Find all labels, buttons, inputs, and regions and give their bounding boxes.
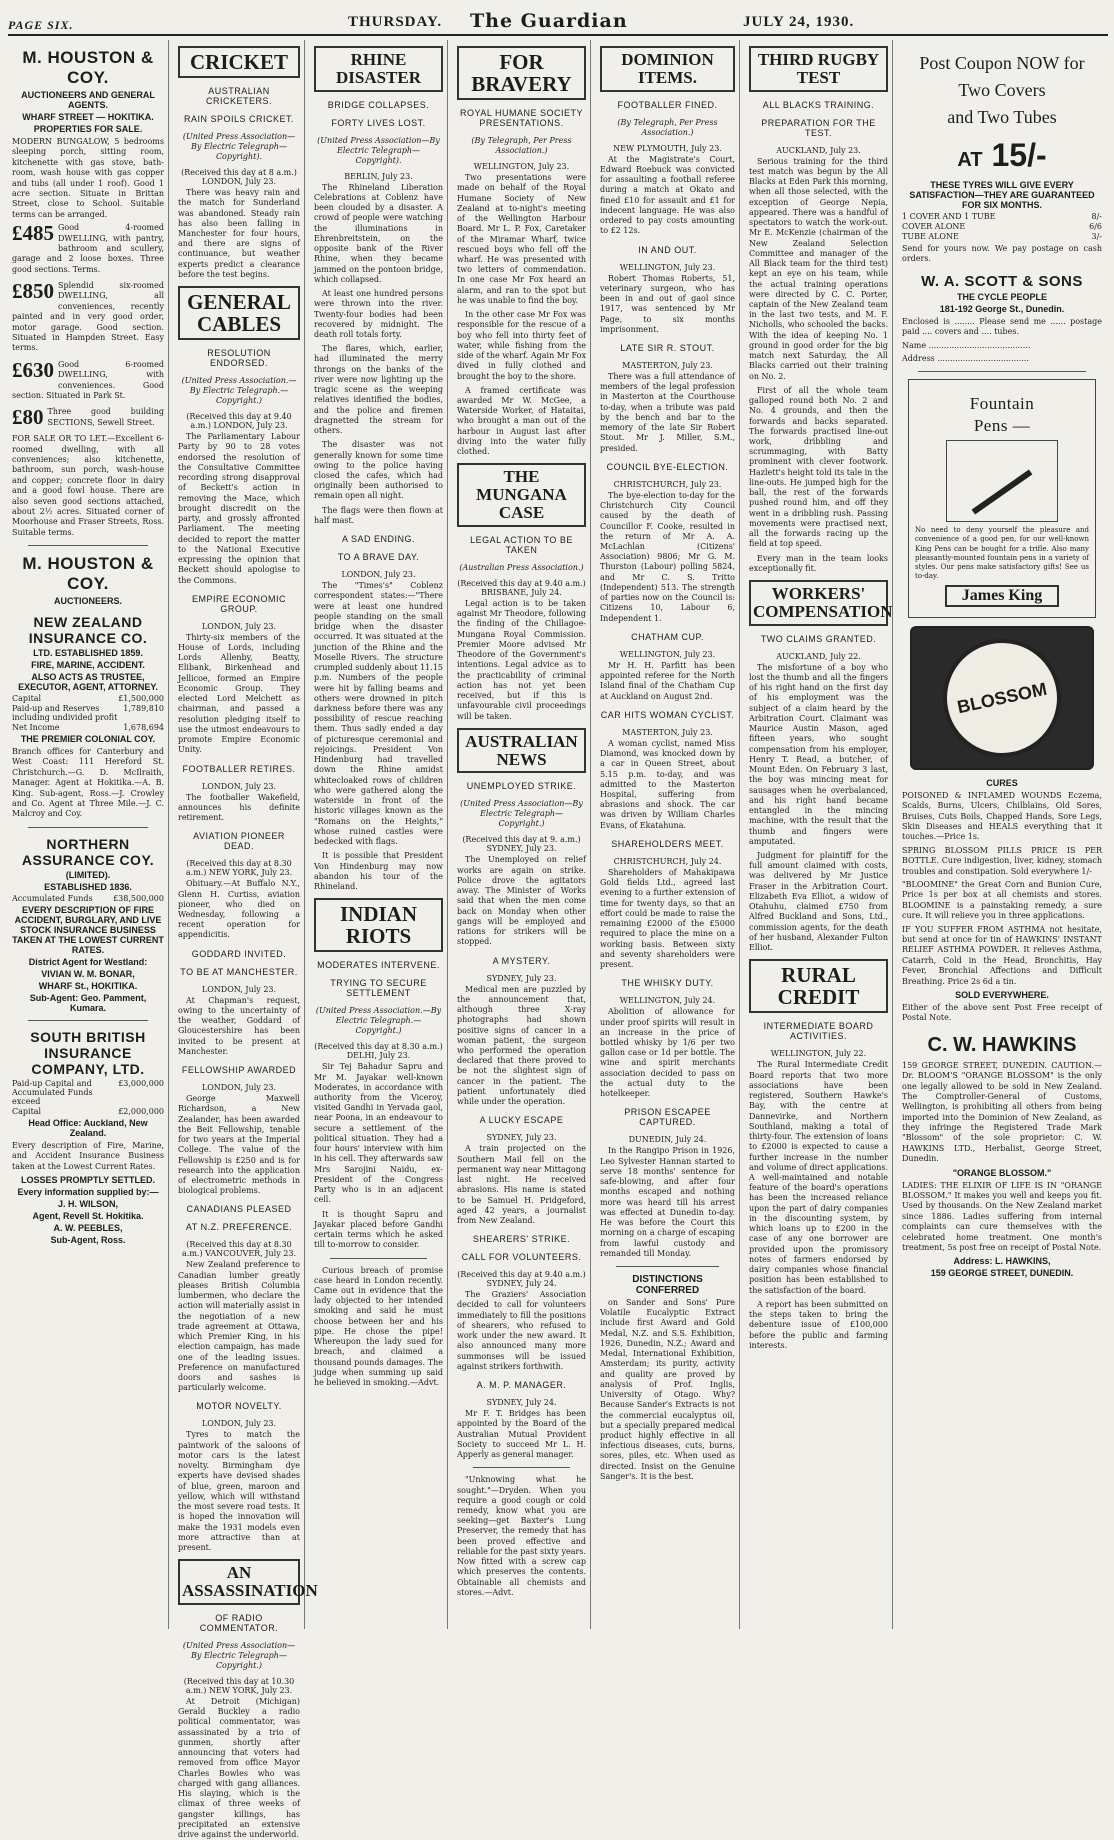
subheading: TWO CLAIMS GRANTED. bbox=[760, 633, 877, 644]
column-7-ads bbox=[898, 40, 1106, 1629]
article-text: Tyres to match the paintwork of the saloons of motor cars is the latest novelty. Birmingham dye experts have devised shades of blue, green, maroon and yellow, which will withstand the most severe road tests. It is hoped the innovation will make the 1931 models even more attractive than at present. bbox=[178, 1430, 300, 1553]
subheading: MOTOR NOVELTY. bbox=[196, 1401, 282, 1412]
subheading: ROYAL HUMANE SOCIETY PRESENTATIONS. bbox=[459, 108, 584, 129]
ad-subheading: LOSSES PROMPTLY SETTLED. bbox=[20, 1174, 156, 1185]
article-text: Serious training for the third test match was begun by the All Blacks at Eden Park this morning, when all those selected, with the exception of George Nepia, appeared. There was a handful of spectators to watch the work-out. Mr E. McKenzie (chairman of the New Zealand Selection Committee and manager of the All Black team for the third test) kept an eye on his team, while the actual training operations were directed by C. C. Porter, captain of the New Zealand team in the last two tests, and M. F. Nicholls, who schooled the backs. With the idea of keeping No. 1 ground in good order for the big match next Saturday, the All Blacks carried out their training on No. 2. bbox=[749, 156, 888, 381]
credit-line: (United Press Association—By Electric Telegraph—Copyright). bbox=[317, 135, 440, 165]
price-value: 15/- bbox=[991, 137, 1047, 173]
subheading: CAR HITS WOMAN CYCLIST. bbox=[600, 709, 735, 720]
dateline: CHRISTCHURCH, July 24. bbox=[613, 856, 722, 866]
subheading: CALL FOR VOLUNTEERS. bbox=[461, 1252, 582, 1263]
ad-price: £850 bbox=[12, 279, 54, 304]
row-label: Net Income bbox=[12, 723, 60, 733]
dateline: LONDON, July 23. bbox=[201, 984, 277, 994]
headline-workers-compensation: WORKERS' COMPENSATION bbox=[749, 580, 888, 626]
ad-text: LADIES: THE ELIXIR OF LIFE IS IN "ORANGE BLOSSOM." It makes you well and keeps you fit. Used by thousands. On the New Zealand market since 1886. Ladies suffering from internal complaints can cure themselves with the celebrated home treatment. One month's treatment, 5s post free on receipt of Postal Note. bbox=[902, 1180, 1102, 1252]
headline-cricket: CRICKET bbox=[178, 46, 300, 78]
dateline: (Received this day at 9.40 a.m.) SYDNEY, July 24. bbox=[457, 1270, 586, 1289]
article-text: The "Times's" Coblenz correspondent states:—"There were at least one hundred people standing on the small bridge when the disaster occurred. It was situated at the junction of the Rhine and the Moselle Rivers. The structure crumpled suddenly about 11.15 p.m. Numbers of the people were hit by falling beams and others were drowned in pitch darkness before there was any possibility of rescue reaching them. Thus sadly ended a day of picturesque ceremonial and rejoicings. President Von Hindenburg had travelled down the Rhine amidst whitecloaked rows of children who were gathered along the waterside in front of the historic villages known as the "Romans on the Heights," whose ruined castles were bedecked with flags. bbox=[314, 581, 443, 847]
row-value: 8/- bbox=[1091, 212, 1102, 221]
article-text: Abolition of allowance for under proof spirits will result in an increase in the price of bottled whisky by 1/6 per two gallon case or 1d per bottle. The wine and spirit merchants association decided to pass on the actual duty to the hotelkeeper. bbox=[600, 1007, 735, 1099]
ad-text: IF YOU SUFFER FROM ASTHMA not hesitate, but send at once for tin of HAWKINS' INSTANT RELIEF ASTHMA POWDER. It relieves Asthma, Catarrh, Cold in the Head, Bronchitis, Hay Fever, Bronchial Affections and Difficult Breathing. Price 2s 6d a tin. bbox=[902, 924, 1102, 986]
column-2 bbox=[174, 40, 318, 1840]
coupon-line: and Two Tubes bbox=[947, 107, 1057, 127]
advert-text: "Unknowing what he sought."—Dryden. When you require a good cough or cold remedy, know what you are seeking—get Baxter's Lung Preserver, the remedy that has been proved effective and reliable for the past sixty years. Now fitted with a screw cap which preserves the contents. Obtainable all chemists and stores.—Advt. bbox=[457, 1475, 586, 1597]
ad-nz-insurance-heading: NEW ZEALAND INSURANCE CO. bbox=[28, 614, 148, 647]
article-text: The flares, which, earlier, had illuminated the merry throngs on the banks of the river were now lighting up the tragic scene as the weeping relatives identified the bodies, and the police and firemen dragnetted the stream for others. bbox=[314, 344, 443, 436]
headline-general-cables: GENERAL CABLES bbox=[178, 286, 300, 340]
dateline: WELLINGTON, July 22. bbox=[770, 1049, 867, 1059]
ad-subheading: AUCTIONEERS. bbox=[53, 596, 122, 607]
dateline: SYDNEY, July 23. bbox=[486, 1133, 557, 1143]
dateline: MASTERTON, July 23. bbox=[622, 360, 713, 370]
ad-subheading: THESE TYRES WILL GIVE EVERY SATISFACTION—THEY ARE GUARANTEED FOR SIX MONTHS. bbox=[909, 180, 1095, 210]
article-text: The footballer Wakefield, announces his definite retirement. bbox=[178, 792, 300, 823]
article-text: The flags were then flown at half mast. bbox=[314, 505, 443, 525]
row-value: £3,000,000 bbox=[118, 1078, 164, 1088]
subheading: TO BE AT MANCHESTER. bbox=[180, 966, 298, 977]
ad-subheading: (LIMITED). bbox=[65, 869, 111, 880]
coupon-line: Post Coupon NOW for bbox=[919, 53, 1085, 73]
price-prefix: AT bbox=[957, 149, 983, 171]
subheading: A LUCKY ESCAPE bbox=[479, 1115, 564, 1126]
ad-subheading: FIRE, MARINE, ACCIDENT. bbox=[31, 660, 145, 671]
dateline: (Received this day at 8 a.m.) LONDON, July 23. bbox=[181, 168, 297, 187]
ad-text: 159 GEORGE STREET, DUNEDIN. CAUTION.—Dr. BLOOM'S "ORANGE BLOSSOM" is the only one legally allowed to be sold in New Zealand. The Comptroller-General of Customs, Wellington, is prohibiting all others from being imported into the Dominion of New Zealand, as they infringe the Registered Trade Mark "Blossom" of the sole proprietor: C. W. HAWKINS LTD., Herbalist, George Street, Dunedin. bbox=[902, 1060, 1102, 1164]
dateline: WELLINGTON, July 23. bbox=[619, 262, 716, 272]
row-label: Accumulated Funds bbox=[12, 893, 93, 903]
credit-line: (United Press Association.—By Electric Telegraph.—Copyright.) bbox=[181, 376, 297, 406]
dateline: (Received this day at 9.40 a.m.) BRISBANE, July 24. bbox=[457, 578, 586, 597]
dateline: SYDNEY, July 24. bbox=[486, 1398, 557, 1408]
row-value: £1,500,000 bbox=[118, 694, 164, 704]
row-label: Capital bbox=[12, 1106, 42, 1116]
ad-text: No need to deny yourself the pleasure and convenience of a good pen, for our well-known King Pens can be bought for a trifle. Also many pleasantly-mounted fountain pens in a variety of styles. Our pens make satisfactory gifts! See us to-day. bbox=[915, 526, 1089, 580]
article-text: The Graziers' Association decided to call for volunteers immediately to fill the positions of shearers, who refused to work under the new award. It also announced many more summonses will be issued against strikers forthwith. bbox=[457, 1290, 586, 1371]
weekday: THURSDAY. bbox=[348, 14, 443, 30]
headline-rhine-disaster: RHINE DISASTER bbox=[314, 46, 443, 92]
dateline: AUCKLAND, July 23. bbox=[776, 145, 861, 155]
newspaper-title: The Guardian bbox=[470, 10, 628, 32]
ad-pens-heading: Pens — bbox=[973, 416, 1031, 436]
ad-subheading: THE PREMIER COLONIAL COY. bbox=[20, 734, 156, 745]
ad-subheading: THE CYCLE PEOPLE bbox=[956, 291, 1047, 302]
dateline: LONDON, July 23. bbox=[201, 1083, 277, 1093]
spring-blossom-ointment-image bbox=[910, 626, 1094, 770]
subheading: THE WHISKY DUTY. bbox=[621, 978, 714, 989]
ad-text: MODERN BUNGALOW, 5 bedrooms sleeping porch, sitting room, kitchenette with gas stove, bath-room, wash house with gas copper and tubs (all under 1 roof). Good 1 acre section. Situate in Brittan Street, close to School. Suitable terms can be arranged. bbox=[12, 137, 164, 219]
headline-assassination: AN ASSASSINATION bbox=[178, 1559, 300, 1605]
dateline: LONDON, July 23. bbox=[201, 621, 277, 631]
fountain-pen-ad bbox=[908, 379, 1096, 618]
masthead bbox=[8, 4, 1108, 36]
name-label: Name bbox=[902, 340, 927, 350]
column-1-ads bbox=[8, 40, 169, 1629]
ad-text: "BLOOMINE" the Great Corn and Bunion Cure, Price 1s per box at all chemists and stores. BLOOMINE is a painstaking remedy, a sure cure. It will relieve you in three applications. bbox=[902, 880, 1102, 921]
article-text: The disaster was not generally known for some time owing to the police having closed the cafes, which had originally been authorised to remain open all night. bbox=[314, 440, 443, 501]
article-text: A report has been submitted on the steps taken to bring the debenture issue of £100,000 before the public and farming interests. bbox=[749, 1299, 888, 1350]
subheading: A. M. P. MANAGER. bbox=[476, 1380, 567, 1391]
subheading: AVIATION PIONEER DEAD. bbox=[193, 831, 285, 852]
subheading: IN AND OUT. bbox=[638, 244, 697, 255]
subheading: INTERMEDIATE BOARD ACTIVITIES. bbox=[763, 1021, 874, 1042]
dateline: SYDNEY, July 23. bbox=[486, 973, 557, 983]
credit-line: (United Press Association—By Electric Telegraph—Copyright.) bbox=[460, 799, 583, 829]
subheading: RAIN SPOILS CRICKET. bbox=[183, 114, 295, 125]
ad-price: £630 bbox=[12, 357, 54, 382]
row-value: £2,000,000 bbox=[118, 1106, 164, 1116]
subheading: LATE SIR R. STOUT. bbox=[620, 342, 715, 353]
subheading: AUSTRALIAN CRICKETERS. bbox=[205, 86, 272, 107]
ad-subheading: EVERY DESCRIPTION OF FIRE ACCIDENT, BURGLARY, AND LIVE STOCK INSURANCE BUSINESS TAKEN AT THE LOWEST CURRENT RATES. bbox=[12, 904, 164, 955]
article-text: The Unemployed on relief works are again on strike. Police drove the agitators away. The Minister of Works said that when the men come back on Monday when other gangs will be employed and rations for strikers will be stopped. bbox=[457, 855, 586, 947]
article-text: There was heavy rain and the match for Sunderland was abandoned. Steady rain has also been falling in Manchester for four hours, and there are signs of continuance, but weather experts predict a clearance before the test begins. bbox=[178, 188, 300, 279]
headline-for-bravery: FOR BRAVERY bbox=[457, 46, 586, 100]
headline-third-rugby-test: THIRD RUGBY TEST bbox=[749, 46, 888, 92]
article-text: Mr F. T. Bridges has been appointed by the Board of the Australian Mutual Provident Society to succeed Mr L. H. Apperly as general manager. bbox=[457, 1409, 586, 1460]
dateline: NEW PLYMOUTH, July 23. bbox=[613, 143, 722, 153]
article-text: The Rural Intermediate Credit Board reports that two more associations have been registered, Southern Hawke's Bay, with the centre at Dannevirke, and Northern Southland, making a total of thirty-four. The extension of loans to £2000 is expected to cause a further increase in the number and volume of direct applications. A well-maintained and notable feature of the board's operations has been the increased reliance upon the part of dairy companies in the discounting system, by which loans up to £200 in the case of any one borrower are provided upon the promissory notes of farmers endorsed by dairy companies whose financial position has been established to the satisfaction of the board. bbox=[749, 1060, 888, 1295]
ad-subheading: Head Office: Auckland, New Zealand. bbox=[28, 1117, 148, 1138]
subheading: COUNCIL BYE-ELECTION. bbox=[606, 461, 729, 472]
ad-houston-heading: M. HOUSTON & COY. bbox=[22, 48, 154, 87]
ad-subheading: ESTABLISHED 1836. bbox=[44, 881, 132, 892]
subheading: RESOLUTION ENDORSED. bbox=[207, 348, 271, 369]
ad-northern-assurance-heading: NORTHERN ASSURANCE COY. bbox=[21, 835, 155, 868]
ad-subheading: AUCTIONEERS AND GENERAL AGENTS. bbox=[21, 90, 155, 110]
article-text: At Detroit (Michigan) Gerald Buckley a radio political commentator, was assassinated by a trio of gunmen, shortly after announcing that voters had removed from office Mayor Charles Bowles who was charged with gang alliances. His slaying, which is the climax of three weeks of gangster killings, has precipitated an extensive drive against the underworld. bbox=[178, 1696, 300, 1840]
row-value: £38,500,000 bbox=[113, 893, 164, 903]
column-4 bbox=[453, 40, 591, 1629]
subheading: TO A BRAVE DAY. bbox=[337, 552, 420, 563]
ad-subheading: District Agent for Westland: bbox=[28, 956, 148, 967]
ad-subheading: Sub-Agent: Geo. Pamment, Kumara. bbox=[29, 992, 147, 1013]
row-value: 3/- bbox=[1091, 232, 1102, 241]
dateline: (Received this day at 9.40 a.m.) LONDON, July 23. bbox=[186, 412, 292, 431]
ad-subheading: PROPERTIES FOR SALE. bbox=[33, 124, 143, 134]
article-text: Legal action is to be taken against Mr Theodore, following the finding of the Chillagoe-Mungana Royal Commission. Premier Moore advised Mr Theodore of the Government's intentions. Legal advice as to the practicability of criminal action has not yet been received, but if this is unfavourable civil proceedings will be taken. bbox=[457, 598, 586, 721]
article-text: Shareholders of Mahakipawa Gold fields Ltd., agreed last evening to a further extension of time for twenty days, so that an effort could be made to raise the remaining £2000 of the £5000 required to place the mine on a working basis. Between sixty and seventy shareholders were present. bbox=[600, 867, 735, 970]
row-label: TUBE ALONE bbox=[902, 232, 959, 241]
coupon-line: Two Covers bbox=[958, 80, 1046, 100]
ad-subheading: Address: L. HAWKINS, bbox=[953, 1256, 1051, 1267]
ad-subheading: J. H. WILSON, bbox=[57, 1198, 118, 1209]
coupon-headline bbox=[902, 50, 1102, 131]
article-text: The Rhineland Liberation Celebrations at Coblenz have been clouded by a disaster. A crowd of people were watching the illuminations in Ehrenbreitstein, on the opposite bank of the River Rhine, when they became jammed on the pontoon bridge, which collapsed. bbox=[314, 182, 443, 284]
ad-fountain-heading: Fountain bbox=[969, 394, 1035, 414]
subheading: FORTY LIVES LOST. bbox=[331, 117, 426, 128]
dateline: LONDON, July 23. bbox=[201, 1419, 277, 1429]
ad-heading: DISTINCTIONS CONFERRED bbox=[632, 1273, 703, 1296]
ad-subheading: WHARF STREET — HOKITIKA. bbox=[22, 112, 154, 122]
subheading: A SAD ENDING. bbox=[341, 534, 415, 545]
article-text: The bye-election to-day for the Christchurch City Council caused by the death of Councillor F. Cooke, resulted in the return of Mr A. A. McLachlan (Citizens' Association) 9806; Mr G. M. Thurston (Labour) polling 5824, and Mr C. S. Tritto (Independent) 513. The strength of parties now on the Council is: Citizens 10, Labour 6, Independent 1. bbox=[600, 490, 735, 623]
subheading: CANADIANS PLEASED bbox=[186, 1204, 292, 1215]
row-value: 6/6 bbox=[1089, 222, 1102, 231]
ad-subheading: Every information supplied by:— bbox=[17, 1186, 159, 1197]
dateline: (Received this day at 8.30 a.m.) NEW YORK, July 23. bbox=[185, 859, 293, 878]
article-text: New Zealand preference to Canadian lumber greatly pleases British Columbia lumbermen, who declare the action will materially assist in the negotiation of a new trade agreement at Ottawa, which Premier King, in his election campaign, has made one of the leading issues. Preference on manufactured doors and sashes is particularly welcome. bbox=[178, 1260, 300, 1393]
ad-subheading: Sub-Agent, Ross. bbox=[50, 1234, 126, 1245]
subheading: EMPIRE ECONOMIC GROUP. bbox=[191, 593, 286, 614]
dateline: (Received this day at 8.30 a.m.) VANCOUVER, July 23. bbox=[182, 1240, 296, 1259]
ad-text: Every description of Fire, Marine, and Accident Insurance Business taken at the Lowest Current Rates. bbox=[12, 1140, 164, 1171]
dateline: CHRISTCHURCH, July 23. bbox=[613, 479, 722, 489]
article-text: Robert Thomas Roberts, 51, veterinary surgeon, who has been in and out of gaol since 1917, was sentenced by Mr Page, to six months imprisonment. bbox=[600, 273, 735, 334]
row-label: COVER ALONE bbox=[902, 222, 966, 231]
headline-mungana-case: THE MUNGANA CASE bbox=[457, 463, 586, 527]
ad-subheading: VIVIAN W. M. BONAR, bbox=[41, 968, 135, 979]
ad-text: Good 4-roomed DWELLING, with pantry, bathroom and scullery, garage and 2 loose boxes. Three good sections. Terms. bbox=[12, 223, 164, 274]
article-text: Obituary.—At Buffalo N.Y., Glenn H. Curtiss, aviation pioneer, who died on Wednesday, following a recent operation for appendicitis. bbox=[178, 879, 300, 940]
ad-text: Three good building SECTIONS, Sewell Street. bbox=[47, 407, 164, 427]
ad-price: £485 bbox=[12, 221, 54, 246]
ad-subheading: LTD. ESTABLISHED 1859. bbox=[33, 648, 143, 659]
row-label: Paid-up and Reserves including undivided profit bbox=[12, 704, 118, 723]
article-text: In the Rangipo Prison in 1926, Leo Sylvester Hannan started to serve 18 months' sentence for safe-blowing, and after four months escaped and nothing more was heard till his arrest was effected at Dunedin to-day. He was before the Court this morning on a charge of escaping from lawful custody and remanded till Monday. bbox=[600, 1146, 735, 1258]
ad-south-british-heading: SOUTH BRITISH INSURANCE COMPANY, LTD. bbox=[30, 1028, 146, 1077]
article-text: Sir Tej Bahadur Sapru and Mr M. Jayakar well-known Moderates, in accordance with authority from the Viceroy, visited Gandhi in Yervada gaol, near Poona, in an endeavour to secure a settlement of the political situation. They had a four hours' interview with him in his cell. They afterwards saw Mrs Sarojini Naidu, ex-President of the Congress Party who is in an adjacent cell. bbox=[314, 1062, 443, 1205]
subheading: UNEMPLOYED STRIKE. bbox=[466, 781, 577, 792]
subheading: ALL BLACKS TRAINING. bbox=[762, 99, 875, 110]
ad-subheading: SOLD EVERYWHERE. bbox=[955, 989, 1049, 1000]
ad-houston-heading: M. HOUSTON & COY. bbox=[22, 554, 154, 594]
ad-hawkins-heading: C. W. HAWKINS bbox=[927, 1033, 1077, 1056]
article-text: First of all the whole team galloped round both No. 2 and No. 4 grounds, and then the forwards and backs separated. The forwards practised line-out work, dribbling and scrummaging, with Batty prominent with clever footwork. Hazlett's height told its tale in the line-outs. He jumped high for the ball, the rest of the forwards pushed round him, and off they went in a dribbling rush. Passing movements were practised next, all the forwards racing up the field at top speed. bbox=[749, 385, 888, 549]
row-label: Capital bbox=[12, 694, 42, 704]
subheading: FELLOWSHIP AWARDED bbox=[181, 1065, 297, 1076]
subheading: OF RADIO COMMENTATOR. bbox=[199, 1612, 279, 1633]
dateline: (Received this day at 8.30 a.m.) DELHI, July 23. bbox=[314, 1042, 443, 1061]
ad-subheading: A. W. PEEBLES, bbox=[53, 1222, 123, 1233]
advert-text: Curious breach of promise case heard in London recently. Came out in evidence that the lady objected to her intended smoking and said he must choose between her and his pipe. He chose the pipe! Whereupon the lady sued for breach, and claimed a thousand pounds damages. The judge when summing up said he believed in smoking.—Advt. bbox=[314, 1265, 443, 1388]
subheading: LEGAL ACTION TO BE TAKEN bbox=[470, 534, 573, 555]
advert-text: on Sander and Sons' Pure Volatile Eucalyptic Extract include first Award and Gold Medal, N.Z. and S.S. Exhibition, 1926, Dunedin, N.Z.; Award and Medal, International Exhibition, Amsterdam; its purity, activity and quality are proved by analysis of Prof. Inglis, University of Otago. Why? Because Sander's Extracts is not the commercial eucalyptus oil, but a specially prepared medical product highly effective in all infectious diseases, cuts, burns, sores, piles, etc. When used as directed. Insist on the Genuine Sanger's. It is the best. bbox=[600, 1297, 735, 1481]
ad-subheading: "ORANGE BLOSSOM." bbox=[952, 1167, 1052, 1178]
dateline: MASTERTON, July 23. bbox=[622, 727, 713, 737]
headline-rural-credit: RURAL CREDIT bbox=[749, 959, 888, 1013]
article-text: At least one hundred persons were thrown into the river. Twenty-four bodies had been recovered by midnight. The death roll totals forty. bbox=[314, 289, 443, 339]
dateline: LONDON, July 23. bbox=[201, 781, 277, 791]
row-value: 1,789,810 bbox=[123, 704, 164, 714]
subheading: MODERATES INTERVENE. bbox=[317, 960, 440, 971]
article-text: In the other case Mr Fox was responsible for the rescue of a boy who fell into thirty feet of water, while fishing from the side of the wharf. Again Mr Fox dived in fully clothed and brought the boy to the shore. bbox=[457, 310, 586, 381]
column-3 bbox=[310, 40, 448, 1629]
ad-subheading: CURES bbox=[986, 777, 1018, 788]
dateline: AUCKLAND, July 22. bbox=[776, 651, 861, 661]
article-text: At Chapman's request, owing to the uncertainty of the weather, Goddard of Gloucestershire has been invited to be present at Manchester. bbox=[178, 995, 300, 1056]
column-6 bbox=[745, 40, 893, 1629]
ad-subheading: 159 GEORGE STREET, DUNEDIN. bbox=[930, 1268, 1074, 1279]
dateline: WELLINGTON, July 23. bbox=[619, 649, 716, 659]
credit-line: (United Press Association—By Electric Telegraph—Copyright). bbox=[182, 132, 296, 162]
credit-line: (By Telegraph, Per Press Association.) bbox=[617, 117, 718, 137]
article-text: Mr H. H. Parfitt has been appointed referee for the North Island final of the Chatham Cup at Auckland on August 2nd. bbox=[600, 660, 735, 701]
tyre-price bbox=[902, 137, 1102, 174]
ad-text: Send for yours now. We pay postage on cash orders. bbox=[902, 244, 1102, 264]
article-text: It is thought Sapru and Jayakar placed before Gandhi certain terms which he asked till to-morrow to consider. bbox=[314, 1209, 443, 1250]
address-label: Address bbox=[902, 353, 935, 363]
dateline: (Received this day at 9. a.m.) SYDNEY, July 23. bbox=[462, 835, 581, 854]
subheading: FOOTBALLER FINED. bbox=[617, 99, 718, 110]
ad-subheading: ALSO ACTS AS TRUSTEE, EXECUTOR, AGENT, ATTORNEY. bbox=[18, 672, 158, 693]
row-value: 1,678,694 bbox=[123, 723, 164, 733]
headline-dominion-items: DOMINION ITEMS. bbox=[600, 46, 735, 92]
ad-text: SPRING BLOSSOM PILLS PRICE IS PER BOTTLE. Cure indigestion, liver, kidney, stomach troubles and constipation. Sold everywhere 1/- bbox=[902, 845, 1102, 876]
james-king-logo: James King bbox=[945, 585, 1059, 607]
article-text: Two presentations were made on behalf of the Royal Humane Society of New Zealand at to-night's meeting of the Wellington Harbour Board. Mr L. P. Fox, Caretaker of the Miramar Wharf, twice rescued boys who fell off the wharf. He was presented with two letters of commendation. In one case Mr Fox heard an alarm, and ran to the spot but he was unable to find the boy. bbox=[457, 173, 586, 305]
fountain-pen-icon bbox=[946, 440, 1058, 522]
article-text: Judgment for plaintiff for the full amount claimed with costs, was delivered by Mr Justice Fraser in the Arbitration Court. Elizabeth Eva Elliot, a widow of Otahuhu, claimed £750 from Alfred Buckland and Sons, Ltd., commission agents, for the death of her husband, Alexander Fulton Elliot. bbox=[749, 850, 888, 953]
subheading: FOOTBALLER RETIRES. bbox=[182, 763, 296, 774]
subheading: GODDARD INVITED. bbox=[191, 948, 287, 959]
ad-subheading: WHARF St., HOKITIKA. bbox=[38, 980, 138, 991]
subheading: CHATHAM CUP. bbox=[631, 631, 704, 642]
article-text: At the Magistrate's Court, Edward Roebuck was convicted for assaulting a football referee during a match at Okato and fined £10 for assault and £1 for indecent language. He was also ordered to pay costs amounting to £2 12s. bbox=[600, 154, 735, 236]
column-5 bbox=[596, 40, 740, 1629]
dateline: BERLIN, July 23. bbox=[344, 171, 413, 181]
issue-date: JULY 24, 1930. bbox=[743, 14, 855, 30]
ad-text: POISONED & INFLAMED WOUNDS Eczema, Scalds, Burns, Ulcers, Chilblains, Old Sores, Bruises, Cuts Boils, Chapped Hands, Sore Legs, Skin Diseases and HEALS everything that it touches.—Price 1s. bbox=[902, 790, 1102, 842]
article-text: It is possible that President Von Hindenburg may now abandon his tour of the Rhineland. bbox=[314, 851, 443, 891]
ad-subheading: 181-192 George St., Dunedin. bbox=[939, 303, 1065, 314]
subheading: PRISON ESCAPEE CAPTURED. bbox=[624, 1107, 711, 1128]
coupon-address-line: Address .................................... bbox=[902, 353, 1029, 363]
article-text: Thirty-six members of the House of Lords, including Lords Allenby, Beatty, Elibank, Birkenhead and Jellicoe, formed an Empire Economic Group. They elected Lord Melchett as chairman, and passed a resolution pledging itself to use the utmost endeavours to promote Empire Economic Unity. bbox=[178, 632, 300, 755]
dateline: LONDON, July 23. bbox=[341, 570, 416, 580]
page-number: PAGE SIX. bbox=[8, 18, 74, 32]
coupon-name-line: Name ........................................ bbox=[902, 340, 1031, 350]
credit-line: (By Telegraph, Per Press Association.) bbox=[471, 136, 572, 156]
ad-text: FOR SALE OR TO LET.—Excellent 6-roomed dwelling, with all conveniences; also kitchenette, bathroom, sun porch, wash-house and copper; concrete floor in dairy and a good fowl house. There are also seven good sections attached, about 2½ acres. Situated corner of Moorhouse and Fraser Streets, Ross. Suitable terms. bbox=[12, 434, 164, 537]
subheading: SHEARERS' STRIKE. bbox=[472, 1234, 571, 1245]
article-text: The misfortune of a boy who lost the thumb and all the fingers of his right hand on the first day of his employment was the subject of a claim heard by the Arbitration Court. Claimant was Maurice Austin Mason, aged fifteen years, who sought compensation from his employer, Henry T. Read, a butcher, of Mount Eden. On February 3 last, the boy was mincing meat for sausages when he overbalanced, and his right hand became entangled in the mincing machine, with the result that the thumb and fingers were amputated. bbox=[749, 662, 888, 846]
subheading: BRIDGE COLLAPSES. bbox=[327, 99, 430, 110]
ad-subheading: Agent, Revell St. Hokitika. bbox=[32, 1210, 144, 1221]
credit-line: (Australian Press Association.) bbox=[459, 562, 584, 572]
ad-scott-heading: W. A. SCOTT & SONS bbox=[921, 272, 1083, 290]
credit-line: (United Press Association—By Electric Telegraph—Copyright.) bbox=[182, 1640, 296, 1670]
article-text: The Parliamentary Labour Party by 90 to 28 votes endorsed the resolution of the Consultative Committee recording strong disapproval of Beckett's action in removing the Mace, which brought discredit on the party, and grossly affronted Parliament. The meeting decided to report the matter to the National Executive expressing the opinion that Beckett should apologise to the Commons. bbox=[178, 432, 300, 585]
headline-indian-riots: INDIAN RIOTS bbox=[314, 898, 443, 952]
article-text: George Maxwell Richardson, a New Zealander, has been awarded the Beit Fellowship, tenable for two years at the Imperial College. The value of the Fellowship is £250 and is for research into the application of electrometric methods in biological problems. bbox=[178, 1094, 300, 1196]
article-text: There was a full attendance of members of the legal profession in Masterton at the Courthouse to-day, when a tribute was paid by the bench and bar to the memory of the late Sir Robert Stout. Mr J. Miller, S.M., presided. bbox=[600, 371, 735, 453]
blossom-tin-icon: BLOSSOM bbox=[932, 628, 1072, 768]
row-label: 1 COVER AND 1 TUBE bbox=[902, 212, 996, 221]
article-text: Medical men are puzzled by the announcement that, although three X-ray photographs had shown positive signs of cancer in a woman patient, the surgeon who performed the operation declared that there proved to be not the slightest sign of cancer in the patient. The patient unfortunately died while under the operation. bbox=[457, 984, 586, 1107]
subheading: PREPARATION FOR THE TEST. bbox=[761, 117, 876, 138]
ad-text: Good 6-roomed DWELLING, with conveniences. Good section. Situated in Park St. bbox=[12, 359, 164, 400]
dateline: (Received this day at 10.30 a.m.) NEW YORK, July 23. bbox=[183, 1676, 295, 1695]
subheading: A MYSTERY. bbox=[492, 955, 551, 966]
row-label: Paid-up Capital and Accumulated Funds exceed bbox=[12, 1078, 93, 1106]
ad-text: Branch offices for Canterbury and West Coast: 111 Hereford St. Christchurch.—G. D. McIlraith, Manager. Agent at Hokitika.—A. B. King. Sub-agent, Ross.—J. Crowley and Co. Agent at Three Mile.—J. C. Malcroy and Coy. bbox=[12, 747, 164, 819]
subheading: SHAREHOLDERS MEET. bbox=[611, 838, 724, 849]
ad-text: Splendid six-roomed DWELLING, all conveniences, recently painted and in very good order, motor garage. Good section. Situated in Hampden Street. Easy terms. bbox=[12, 281, 164, 353]
headline-australian-news: AUSTRALIAN NEWS bbox=[457, 728, 586, 774]
ad-text: Either of the above sent Post Free receipt of Postal Note. bbox=[902, 1002, 1102, 1023]
article-text: A train projected on the Southern Mail fell on the permanent way near Mittagong last night. He received abrasions. His name is stated to be Samuel H. Pridgeford, aged 42 years, a journalist from New Zealand. bbox=[457, 1144, 586, 1226]
subheading: TRYING TO SECURE SETTLEMENT bbox=[330, 978, 427, 999]
dateline: DUNEDIN, July 24. bbox=[628, 1135, 707, 1145]
article-text: A framed certificate was awarded Mr W. McGee, a Waterside Worker, of Hataitai, who brought a man out of the harbour in August last after diving into the water fully clothed. bbox=[457, 385, 586, 457]
article-text: A woman cyclist, named Miss Diamond, was knocked down by a car in Queen Street, about 5.15 p.m. to-day, and was admitted to the Masterton Hospital, suffering from abrasions and shock. The car was driven by William Charles Evans, of Ekatahuna. bbox=[600, 738, 735, 830]
dateline: WELLINGTON, July 23. bbox=[473, 162, 570, 172]
credit-line: (United Press Association.—By Electric Telegraph.—Copyright.) bbox=[315, 1006, 442, 1036]
dateline: WELLINGTON, July 24. bbox=[619, 996, 716, 1006]
ad-price: £80 bbox=[12, 405, 44, 430]
article-text: Every man in the team looks exceptionally fit. bbox=[749, 553, 888, 573]
subheading: AT N.Z. PREFERENCE. bbox=[185, 1222, 293, 1233]
ad-text: Enclosed is ........ Please send me ...... postage paid .... covers and .... tubes. bbox=[902, 316, 1102, 337]
